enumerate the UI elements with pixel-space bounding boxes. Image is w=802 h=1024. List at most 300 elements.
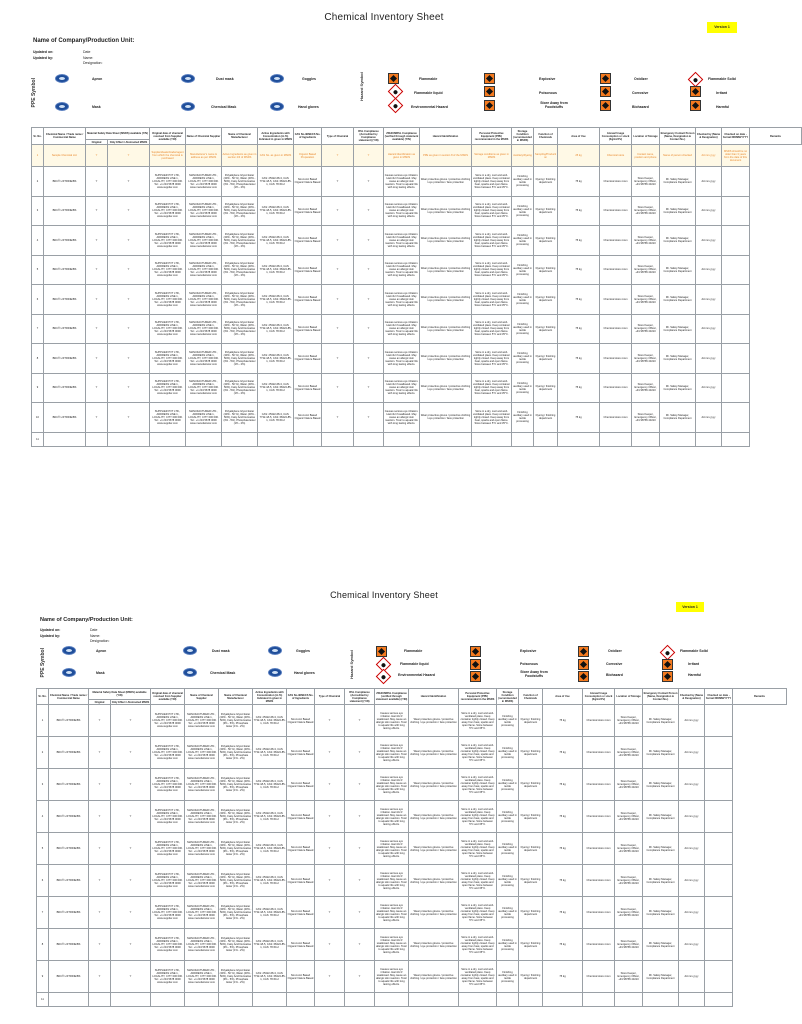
table-cell: Finishing auxiliary used in textile processing: [497, 801, 519, 833]
column-header: Remarks: [750, 128, 802, 145]
table-cell: dd.mm.yyyy: [679, 801, 705, 833]
column-header: Personal Protective Equipment (PPE) recommended in the MSDS: [472, 128, 512, 145]
table-cell: Y: [322, 403, 354, 433]
updated-on-row: Updated on: Date: [33, 50, 91, 54]
table-cell: 6: [37, 865, 49, 897]
table-cell: 25 kg: [558, 145, 600, 167]
table-cell: Causes serious eye irritation. Harmful if swallowed. May cause an allergic skin reaction. Toxic to aquatic life with long lasting effects.: [384, 255, 420, 285]
table-cell: Y: [89, 929, 111, 961]
table-cell: Causes serious eye irritation. Harmful if swallowed. May cause an allergic skin reaction. Toxic to aquatic life with long lasting effects.: [375, 865, 409, 897]
column-header: Original date of chemical received from Supplier available (Y/N): [151, 689, 185, 705]
table-cell: [615, 993, 643, 1007]
table-cell: CAS: 25322-68-3, CAS: 7732-18-5, CAS: 68424-85-1, CAS: 78-50-2: [253, 961, 287, 993]
table-cell: 75 kg: [558, 344, 600, 374]
table-cell: SUPPLIER PVT LTD., ADDRESS LINE 1, LOCALITY, CITY 000 000. Tel.: +1 234 5678 0000 www.supplier.com: [150, 167, 186, 197]
table-cell: Y: [345, 961, 375, 993]
table-cell: [705, 769, 733, 801]
column-header: Type of Chemical: [322, 128, 354, 145]
table-cell: 75 kg: [543, 705, 583, 737]
table-body: [37, 705, 787, 1007]
table-cell: Wear protective gloves / protective clothing / eye protection / face protection: [409, 801, 459, 833]
table-cell: Finishing auxiliary used in textile processing: [512, 373, 534, 403]
table-cell: Chemical store room: [600, 196, 632, 226]
table-cell: Store Keeper, Emergency Officer, +91 98765 43210: [632, 403, 660, 433]
table-row: [32, 314, 802, 344]
table-cell: BDC® LIFTRINE/BS: [44, 255, 86, 285]
table-cell: Y: [86, 403, 108, 433]
table-row: [37, 833, 787, 865]
column-header: ZDHC/MRSL Compliance (verified through statement available) (Y/N): [375, 689, 409, 705]
designation-row: Designation:: [83, 61, 103, 65]
table-cell: Wear protective gloves / protective clothing / eye protection / face protection: [409, 769, 459, 801]
table-cell: Mr. Safety Manager, Compliance Department: [643, 801, 679, 833]
table-cell: CAS: 25322-68-3, CAS: 7732-18-5, CAS: 68424-85-1, CAS: 78-50-2: [258, 373, 294, 403]
table-cell: BDC® LIFTRINE/BS: [49, 865, 89, 897]
table-cell: dd.mm.yyyy: [696, 145, 722, 167]
table-cell: MANUFACTURER LTD., ADDRESS LINE 1, LOCALITY, CITY 000 000. Tel.: +1 234 5678 0000 www.manufacturer.com: [185, 705, 219, 737]
table-cell: Chemical store room: [583, 705, 615, 737]
table-cell: MANUFACTURER LTD., ADDRESS LINE 1, LOCALITY, CITY 000 000. Tel.: +1 234 5678 0000 www.manufacturer.com: [185, 769, 219, 801]
sheet-title: Chemical Inventory Sheet: [330, 590, 438, 600]
column-header: Emergency Contact Person (Name, Designation & Contact No.): [643, 689, 679, 705]
table-cell: [722, 432, 750, 446]
table-cell: Mr. Safety Manager, Compliance Department: [643, 769, 679, 801]
table-cell: Non-Ionic Based Organic Nature Based: [287, 801, 315, 833]
apron-icon: [55, 74, 69, 83]
table-cell: SUPPLIER PVT LTD., ADDRESS LINE 1, LOCALITY, CITY 000 000. Tel.: +1 234 5678 0000 www.supplier.com: [150, 285, 186, 315]
table-cell: MSDS should be no older than 3 years from the date of this document: [722, 145, 750, 167]
table-cell: [345, 993, 375, 1007]
table-cell: CAS: 25322-68-3, CAS: 7732-18-5, CAS: 68424-85-1, CAS: 78-50-2: [258, 226, 294, 256]
table-cell: Wear protective gloves / protective clothing / eye protection / face protection: [409, 929, 459, 961]
table-row: [37, 865, 787, 897]
table-cell: Dyeing / finishing department: [534, 314, 558, 344]
table-cell: Y: [354, 226, 384, 256]
table-cell: 10: [32, 403, 44, 433]
corrosive-icon: [600, 86, 611, 97]
table-cell: Non-Ionic Based Organic Nature Based: [294, 255, 322, 285]
hazard-biohazard-label: Biohazard: [632, 105, 649, 109]
table-cell: Non-Ionic Based Organic Nature Based: [294, 403, 322, 433]
ppe-goggles-label: Goggles: [302, 77, 317, 81]
table-cell: Y: [354, 403, 384, 433]
table-cell: Y: [108, 344, 150, 374]
table-cell: 5: [32, 255, 44, 285]
table-cell: Y: [89, 897, 111, 929]
table-cell: Y: [322, 167, 354, 197]
table-cell: [512, 432, 534, 446]
header-row: [37, 689, 787, 700]
table-cell: Causes serious eye irritation. Harmful if swallowed. May cause an allergic skin reaction. Toxic to aquatic life with long lasting effects.: [375, 737, 409, 769]
table-cell: Polyalkylene Glycol Ester (40% - 50 %), Water (40% - 50%), Fatty Acid Derivative (3% - 5%), Phosphate Ester (1% - 2%): [219, 929, 253, 961]
table-cell: Store Keeper, Emergency Officer, +91 98765 43210: [615, 801, 643, 833]
hazard-store-away-label: Store Away from Foodstuffs: [520, 670, 548, 678]
table-cell: Wear protective gloves / protective clothing / eye protection / face protection: [409, 897, 459, 929]
table-cell: MANUFACTURER LTD., ADDRESS LINE 1, LOCALITY, CITY 000 000. Tel.: +1 234 5678 0000 www.manufacturer.com: [185, 929, 219, 961]
column-header: Hazard Identification: [420, 128, 472, 145]
poisonous-icon: [484, 86, 495, 97]
table-cell: 75 kg: [543, 865, 583, 897]
table-cell: dd.mm.yyyy: [679, 865, 705, 897]
table-cell: 11: [32, 432, 44, 446]
table-cell: [459, 993, 497, 1007]
table-cell: dd.mm.yyyy: [679, 705, 705, 737]
table-cell: Non-Ionic Based Organic Nature Based: [294, 196, 322, 226]
table-cell: Chemical store room: [583, 769, 615, 801]
table-row: [32, 145, 802, 167]
table-cell: Dyeing / finishing department: [534, 344, 558, 374]
table-cell: 75 kg: [543, 961, 583, 993]
table-cell: [705, 833, 733, 865]
table-cell: Y: [345, 865, 375, 897]
table-cell: Causes serious eye irritation. Harmful if swallowed. May cause an allergic skin reaction. Toxic to aquatic life with long lasting effects.: [384, 285, 420, 315]
table-cell: Store in a dry, cool and well-ventilated place. Keep container tightly closed. Keep away from heat, sparks and open flame. Store between 5°C and 35°C.: [459, 769, 497, 801]
table-cell: Y: [315, 705, 345, 737]
apron-icon: [62, 646, 76, 655]
column-header: Chemical Name / Trade name / Commercial Name: [44, 128, 86, 145]
table-cell: Wear protective gloves / protective clothing / eye protection / face protection: [420, 226, 472, 256]
table-cell: [722, 285, 750, 315]
table-cell: [86, 432, 108, 446]
table-cell: Y: [86, 226, 108, 256]
table-cell: [497, 993, 519, 1007]
table-cell: BDC® LIFTRINE/BS: [49, 737, 89, 769]
table-cell: CAS: 25322-68-3, CAS: 7732-18-5, CAS: 68424-85-1, CAS: 78-50-2: [258, 285, 294, 315]
table-cell: Store Keeper, Emergency Officer, +91 98765 43210: [615, 769, 643, 801]
column-header: RSL Compliance (Accredited by Compliance statement) (Y/N): [354, 128, 384, 145]
table-cell: Y: [345, 737, 375, 769]
table-cell: Store in a dry, cool and well-ventilated place. Keep container tightly closed. Keep away from heat, sparks and open flame. Store between 5°C and 35°C.: [472, 285, 512, 315]
table-cell: Store Keeper, Emergency Officer, +91 98765 43210: [632, 373, 660, 403]
irritant-icon: [690, 86, 701, 97]
column-header: Name of Chemical Manufacturer: [222, 128, 258, 145]
table-cell: Chemical store room: [600, 344, 632, 374]
table-cell: CAS: 25322-68-3, CAS: 7732-18-5, CAS: 68424-85-1, CAS: 78-50-2: [258, 196, 294, 226]
table-cell: MANUFACTURER LTD., ADDRESS LINE 1, LOCALITY, CITY 000 000. Tel.: +1 234 5678 0000 www.manufacturer.com: [186, 255, 222, 285]
inventory-table: [31, 127, 802, 447]
table-cell: 6: [32, 285, 44, 315]
table-cell: Store in a dry, cool and well-ventilated place. Keep container tightly closed. Keep away from heat, sparks and open flame. Store between 5°C and 35°C.: [459, 801, 497, 833]
table-cell: dd.mm.yyyy: [679, 833, 705, 865]
table-cell: Polyalkylene Glycol Ester (40% - 50 %), Water (40% - 50%), Fatty Acid Derivative (3% - 5%), Phosphate Ester (1% - 2%): [222, 314, 258, 344]
table-cell: [111, 993, 151, 1007]
table-cell: CAS: 25322-68-3, CAS: 7732-18-5, CAS: 68424-85-1, CAS: 78-50-2: [258, 167, 294, 197]
table-cell: Y: [111, 961, 151, 993]
table-cell: Y: [89, 961, 111, 993]
table-cell: [558, 432, 600, 446]
table-cell: SUPPLIER PVT LTD., ADDRESS LINE 1, LOCALITY, CITY 000 000. Tel.: +1 234 5678 0000 www.supplier.com: [150, 373, 186, 403]
table-cell: Mr. Safety Manager, Compliance Department: [643, 865, 679, 897]
table-cell: Non-Ionic Based Organic Nature Based: [287, 833, 315, 865]
table-cell: Mr. Safety Manager, Compliance Department: [643, 929, 679, 961]
table-cell: Store in a dry, cool and well-ventilated place. Keep container tightly closed. Keep away from heat, sparks and open flame. Store between 5°C and 35°C.: [472, 403, 512, 433]
table-cell: MANUFACTURER LTD., ADDRESS LINE 1, LOCALITY, CITY 000 000. Tel.: +1 234 5678 0000 www.manufacturer.com: [186, 314, 222, 344]
table-cell: [705, 801, 733, 833]
table-cell: Y: [86, 255, 108, 285]
table-cell: SUPPLIER PVT LTD., ADDRESS LINE 1, LOCALITY, CITY 000 000. Tel.: +1 234 5678 0000 www.supplier.com: [150, 255, 186, 285]
ppe-dust-mask-label: Dust mask: [216, 77, 234, 81]
table-cell: SUPPLIER PVT LTD., ADDRESS LINE 1, LOCALITY, CITY 000 000. Tel.: +1 234 5678 0000 www.supplier.com: [150, 314, 186, 344]
table-cell: [519, 993, 543, 1007]
mask-icon: [55, 102, 69, 111]
table-cell: SUPPLIER PVT LTD., ADDRESS LINE 1, LOCALITY, CITY 000 000. Tel.: +1 234 5678 0000 www.supplier.com: [151, 897, 185, 929]
hazard-explosive-label: Explosive: [539, 77, 556, 81]
table-cell: Y: [89, 833, 111, 865]
table-cell: Mr. Safety Manager, Compliance Department: [660, 344, 696, 374]
biohazard-icon: [600, 100, 611, 111]
table-cell: CAS: 25322-68-3, CAS: 7732-18-5, CAS: 68424-85-1, CAS: 78-50-2: [258, 255, 294, 285]
table-cell: Polyalkylene Glycol Ester (40% - 50 %), Water (40% - 50%), Fatty Acid Derivative (3% - 5%), Phosphate Ester (1% - 2%): [222, 226, 258, 256]
column-header: CAS No./EINECS No. of Ingredients: [294, 128, 322, 145]
table-cell: Wear protective gloves / protective clothing / eye protection / face protection: [409, 865, 459, 897]
table-cell: Finishing auxiliary used in textile processing: [497, 897, 519, 929]
table-cell: Y: [86, 285, 108, 315]
inventory-table: [36, 688, 787, 1007]
table-cell: 75 kg: [558, 285, 600, 315]
table-cell: Y: [111, 865, 151, 897]
table-cell: Dyeing / finishing department: [519, 737, 543, 769]
table-cell: Y: [354, 344, 384, 374]
table-cell: Non-Ionic Based Organic Nature Based: [294, 314, 322, 344]
table-cell: Polyalkylene Glycol Ester (40% - 50 %), Water (40% - 50%), Fatty Acid Derivative (3% - 5%), Phosphate Ester (1% - 2%): [219, 769, 253, 801]
sub-column-header: Only Effect / Abstracted MSDS: [108, 140, 150, 145]
column-header: Type of Chemical: [315, 689, 345, 705]
column-header: Storage Condition (recommended in MSDS): [498, 690, 517, 703]
version-badge: Version 1: [676, 602, 704, 612]
table-cell: Y: [111, 737, 151, 769]
table-cell: Y: [315, 833, 345, 865]
table-cell: CAS: 25322-68-3, CAS: 7732-18-5, CAS: 68424-85-1, CAS: 78-50-2: [258, 403, 294, 433]
table-cell: Non-Ionic Based Organic Nature Based: [287, 929, 315, 961]
table-cell: Store Keeper, Emergency Officer, +91 98765 43210: [615, 833, 643, 865]
hazard-oxidizer-label: Oxidizer: [608, 649, 622, 653]
table-cell: dd.mm.yyyy: [696, 373, 722, 403]
table-cell: 75 kg: [558, 167, 600, 197]
table-cell: Causes serious eye irritation. Harmful if swallowed. May cause an allergic skin reaction. Toxic to aquatic life with long lasting effects.: [384, 344, 420, 374]
table-cell: Polyalkylene Glycol Ester (40% - 50 %), Water (40% - 50%), Fatty Acid Derivative (3% - 5%), Phosphate Ester (1% - 2%): [219, 737, 253, 769]
table-cell: [534, 432, 558, 446]
table-cell: Causes serious eye irritation. Harmful if swallowed. May cause an allergic skin reaction. Toxic to aquatic life with long lasting effects.: [375, 897, 409, 929]
table-cell: BDC® LIFTRINE/BS: [49, 801, 89, 833]
table-cell: CAS: 25322-68-3, CAS: 7732-18-5, CAS: 68424-85-1, CAS: 78-50-2: [253, 833, 287, 865]
table-cell: 75 kg: [558, 403, 600, 433]
table-cell: Y: [354, 145, 384, 167]
table-cell: SUPPLIER PVT LTD., ADDRESS LINE 1, LOCALITY, CITY 000 000. Tel.: +1 234 5678 0000 www.supplier.com: [151, 833, 185, 865]
table-cell: 75 kg: [543, 897, 583, 929]
table-cell: Causes serious eye irritation. Harmful if swallowed. May cause an allergic skin reaction. Toxic to aquatic life with long lasting effects.: [384, 314, 420, 344]
dust-mask-icon: [181, 74, 195, 83]
ppe-chemical-mask-label: Chemical Mask: [211, 105, 237, 109]
table-cell: [722, 196, 750, 226]
table-cell: dd.mm.yyyy: [696, 314, 722, 344]
hazard-flammable-label: Flammable: [419, 77, 438, 81]
table-cell: [705, 737, 733, 769]
table-cell: [705, 897, 733, 929]
table-cell: 75 kg: [558, 226, 600, 256]
table-cell: MANUFACTURER LTD., ADDRESS LINE 1, LOCALITY, CITY 000 000. Tel.: +1 234 5678 0000 www.manufacturer.com: [186, 373, 222, 403]
table-cell: Y: [345, 705, 375, 737]
table-cell: Non-Ionic Based Organic Nature Based: [287, 769, 315, 801]
column-header: Annual Usage Consumption or stock (Kg/Ltr/Pc): [583, 689, 615, 705]
table-cell: MANUFACTURER LTD., ADDRESS LINE 1, LOCALITY, CITY 000 000. Tel.: +1 234 5678 0000 www.manufacturer.com: [185, 961, 219, 993]
table-cell: Store in a dry, cool and well-ventilated place. Keep container tightly closed. Keep away from heat, sparks and open flame. Store between 5°C and 35°C.: [459, 929, 497, 961]
table-cell: Finishing auxiliary used in textile processing: [512, 344, 534, 374]
table-cell: Wear protective gloves / protective clothing / eye protection / face protection: [420, 373, 472, 403]
table-cell: [722, 344, 750, 374]
table-cell: Finishing auxiliary used in textile processing: [497, 737, 519, 769]
table-cell: MANUFACTURER LTD., ADDRESS LINE 1, LOCALITY, CITY 000 000. Tel.: +1 234 5678 0000 www.manufacturer.com: [185, 833, 219, 865]
table-cell: Mr. Safety Manager, Compliance Department: [660, 403, 696, 433]
table-cell: Chemical store room: [600, 314, 632, 344]
table-cell: MANUFACTURER LTD., ADDRESS LINE 1, LOCALITY, CITY 000 000. Tel.: +1 234 5678 0000 www.manufacturer.com: [185, 865, 219, 897]
goggles-icon: [270, 74, 284, 83]
hazard-symbol-label: Hazard Symbol: [349, 650, 354, 679]
table-row: [37, 801, 787, 833]
table-cell: Finishing auxiliary used in textile processing: [512, 167, 534, 197]
table-cell: Y: [111, 769, 151, 801]
hazard-irritant-label: Irritant: [716, 91, 728, 95]
table-cell: BDC® LIFTRINE/BS: [49, 961, 89, 993]
table-cell: Polyalkylene Glycol Ester (40% - 50 %), Water (40% - 50%), Fatty Acid Derivative (3% - 5%), Phosphate Ester (1% - 2%): [222, 285, 258, 315]
table-cell: [705, 961, 733, 993]
table-body: [32, 145, 802, 447]
table-cell: Y: [111, 897, 151, 929]
table-cell: 75 kg: [558, 314, 600, 344]
table-cell: Y: [86, 167, 108, 197]
table-cell: Dyeing / finishing department: [519, 929, 543, 961]
table-cell: Auxiliary/Dyeing: [512, 145, 534, 167]
table-cell: [722, 314, 750, 344]
column-header: Material Safety Data Sheet (MSDS) available (Y/N): [86, 128, 150, 140]
hazard-flammable-solid-label: Flammable Solid: [680, 649, 708, 653]
table-cell: Store Keeper, Emergency Officer, +91 98765 43210: [615, 897, 643, 929]
table-cell: Finishing auxiliary used in textile processing: [512, 285, 534, 315]
table-cell: Finishing auxiliary used in textile processing: [512, 314, 534, 344]
table-cell: [705, 929, 733, 961]
table-cell: Finishing auxiliary used in textile processing: [512, 255, 534, 285]
irritant-icon: [662, 659, 673, 670]
table-cell: Finishing auxiliary used in textile processing: [497, 961, 519, 993]
corrosive-icon: [578, 659, 589, 670]
table-cell: Y: [108, 373, 150, 403]
sheet-page-2: [0, 580, 768, 1024]
table-cell: Store in a dry, cool and well-ventilated place. Keep container tightly closed. Keep away from heat, sparks and open flame. Store between 5°C and 35°C.: [472, 196, 512, 226]
table-cell: Polyalkylene Glycol Ester (40% - 50 %), Water (40% - 50%), Fatty Acid Derivative (3% - 5%), Phosphate Ester (1% - 2%): [222, 196, 258, 226]
table-cell: 11: [37, 993, 49, 1007]
table-cell: 9: [32, 373, 44, 403]
table-cell: PPE as given in section 8 of the MSDS: [420, 145, 472, 167]
table-row: [32, 373, 802, 403]
table-cell: BDC® LIFTRINE/BS: [44, 196, 86, 226]
table-cell: Sampling/Production: [534, 145, 558, 167]
table-cell: Chemical store room: [600, 167, 632, 197]
table-row: [37, 769, 787, 801]
table-cell: dd.mm.yyyy: [696, 167, 722, 197]
table-cell: 75 kg: [543, 833, 583, 865]
flammable-solid-icon: [688, 72, 704, 88]
ppe-apron-label: Apron: [92, 77, 103, 81]
table-cell: Store Keeper, Emergency Officer, +91 98765 43210: [632, 167, 660, 197]
table-cell: dd.mm.yyyy: [696, 403, 722, 433]
table-cell: Store in a dry, cool and well-ventilated place. Keep container tightly closed. Keep away from heat, sparks and open flame. Store between 5°C and 35°C.: [459, 833, 497, 865]
table-row: [37, 737, 787, 769]
table-cell: Y: [89, 801, 111, 833]
table-cell: CAS: 25322-68-3, CAS: 7732-18-5, CAS: 68424-85-1, CAS: 78-50-2: [253, 737, 287, 769]
ppe-mask-label: Mask: [92, 105, 101, 109]
column-header: Annual Usage Consumption or stock (Kg/Ltr/Pc): [600, 128, 632, 145]
table-cell: 1: [32, 145, 44, 167]
hazard-flammable-solid-label: Flammable Solid: [708, 77, 736, 81]
table-cell: Wear protective gloves / protective clothing / eye protection / face protection: [409, 705, 459, 737]
table-cell: Non-Ionic Based Organic Nature Based: [294, 344, 322, 374]
column-header: Storage Condition (recommended in MSDS): [512, 128, 534, 145]
table-cell: Y: [354, 167, 384, 197]
table-row: [32, 403, 802, 433]
column-header: Checked by (Name & Designation): [696, 128, 722, 145]
table-cell: [322, 432, 354, 446]
table-cell: 75 kg: [543, 737, 583, 769]
table-cell: Chemical store room: [583, 737, 615, 769]
hazard-environmental-label: Environmental Hazard: [398, 673, 435, 677]
table-cell: Supplier/dealer/trader/agent from which the chemical is purchased: [150, 145, 186, 167]
table-cell: Wear protective gloves / protective clothing / eye protection / face protection: [420, 344, 472, 374]
header-row: [32, 128, 802, 140]
table-cell: Y: [345, 801, 375, 833]
table-cell: Mr. Safety Manager, Compliance Department: [660, 285, 696, 315]
table-cell: 9: [37, 961, 49, 993]
table-cell: Y: [322, 285, 354, 315]
table-cell: SUPPLIER PVT LTD., ADDRESS LINE 1, LOCALITY, CITY 000 000. Tel.: +1 234 5678 0000 www.supplier.com: [150, 344, 186, 374]
hazard-poisonous-label: Poisonous: [520, 662, 538, 666]
harmful-icon: [690, 100, 701, 111]
table-cell: [472, 432, 512, 446]
table-cell: Y: [108, 403, 150, 433]
table-cell: Wear protective gloves / protective clothing / eye protection / face protection: [409, 737, 459, 769]
updated-by-row: Updated by: Name:: [33, 56, 94, 60]
table-cell: Active Ingredients as given in section 2/3 of MSDS: [222, 145, 258, 167]
table-cell: Polyalkylene Glycol Ester (40% - 50 %), Water (40% - 50%), Fatty Acid Derivative (3% - 5%), Phosphate Ester (1% - 2%): [222, 403, 258, 433]
table-cell: Polyalkylene Glycol Ester (40% - 50 %), Water (40% - 50%), Fatty Acid Derivative (3% - 5%), Phosphate Ester (1% - 2%): [222, 373, 258, 403]
harmful-icon: [662, 671, 673, 682]
chemical-mask-icon: [181, 102, 195, 111]
table-cell: [253, 993, 287, 1007]
table-cell: Store Keeper, Emergency Officer, +91 98765 43210: [632, 226, 660, 256]
designation-row: Designation:: [90, 639, 110, 643]
table-cell: Store in a dry, cool and well-ventilated place. Keep container tightly closed. Keep away from heat, sparks and open flame. Store between 5°C and 35°C.: [459, 705, 497, 737]
table-cell: Chemical store: [600, 145, 632, 167]
hazard-corrosive-label: Corrosive: [606, 662, 623, 666]
table-cell: Store in a dry, cool and well-ventilated place. Keep container tightly closed. Keep away from heat, sparks and open flame. Store between 5°C and 35°C.: [459, 865, 497, 897]
table-cell: BDC® LIFTRINE/BS: [49, 833, 89, 865]
table-row: [32, 344, 802, 374]
table-cell: [186, 432, 222, 446]
table-cell: Store in a dry, cool and well-ventilated place. Keep container tightly closed. Keep away from heat, sparks and open flame. Store between 5°C and 35°C.: [459, 961, 497, 993]
table-cell: Store Keeper, Emergency Officer, +91 98765 43210: [615, 865, 643, 897]
hazard-poisonous-label: Poisonous: [539, 91, 557, 95]
table-cell: Non-Ionic Based Organic Nature Based: [287, 705, 315, 737]
table-cell: Polyalkylene Glycol Ester (40% - 50 %), Water (40% - 50%), Fatty Acid Derivative (3% - 5%), Phosphate Ester (1% - 2%): [219, 833, 253, 865]
table-cell: Finishing auxiliary used in textile processing: [497, 929, 519, 961]
version-badge: Version 1: [707, 22, 737, 33]
table-cell: Y: [315, 865, 345, 897]
column-header: Emergency Contact Person (Name, Designation & Contact No.): [660, 128, 696, 145]
table-cell: dd.mm.yyyy: [696, 255, 722, 285]
table-cell: Chemical store room: [583, 897, 615, 929]
explosive-icon: [484, 73, 495, 84]
ppe-dust-mask-label: Dust mask: [212, 649, 230, 653]
table-cell: Non-Ionic Based Organic Nature Based: [294, 226, 322, 256]
table-row: [37, 961, 787, 993]
